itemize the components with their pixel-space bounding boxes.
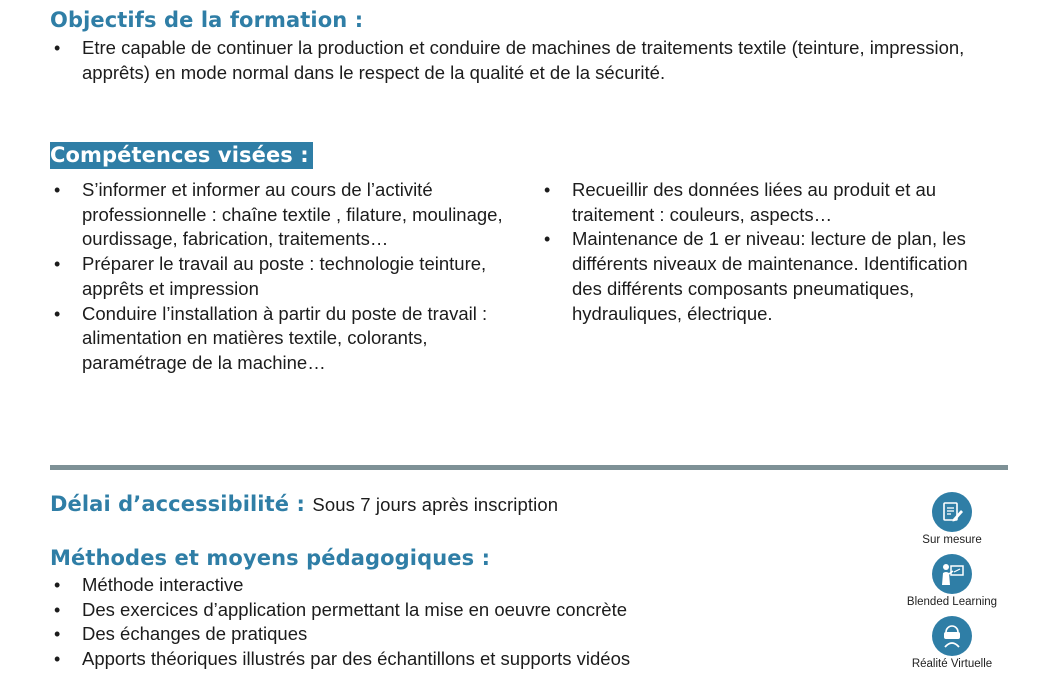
objectifs-title: Objectifs de la formation :: [50, 8, 364, 32]
badge-label: Blended Learning: [906, 596, 998, 608]
list-item: • S’informer et informer au cours de l’activité professionnelle : chaîne textile , filature, moulinage, ourdissage, fabrication, traitements…: [50, 178, 512, 252]
delai-heading: [50, 492, 558, 516]
list-item: • Maintenance de 1 er niveau: lecture de plan, les différents niveaux de maintenance. Identification des différents composants pneumatiques, hydrauliques, électrique.: [540, 227, 1000, 326]
objectifs-list: [50, 36, 1010, 85]
competences-title: [50, 143, 313, 167]
delai-title: Délai d’accessibilité :: [50, 492, 305, 516]
list-item: • Des échanges de pratiques: [50, 622, 890, 647]
competences-right-list: [540, 178, 1000, 326]
presenter-board-icon: [932, 554, 972, 594]
competences-left-list: [50, 178, 512, 376]
list-item: • Apports théoriques illustrés par des échantillons et supports vidéos: [50, 647, 890, 672]
vr-headset-icon: [932, 616, 972, 656]
section-divider: [50, 465, 1008, 470]
delai-value: Sous 7 jours après inscription: [312, 494, 559, 515]
badge-realite-virtuelle: [897, 616, 1007, 670]
list-item: • Recueillir des données liées au produit et au traitement : couleurs, aspects…: [540, 178, 1000, 227]
badge-blended-learning: [897, 554, 1007, 608]
list-item: • Préparer le travail au poste : technologie teinture, apprêts et impression: [50, 252, 512, 301]
methodes-title: Méthodes et moyens pédagogiques :: [50, 546, 491, 570]
badge-label: Réalité Virtuelle: [911, 658, 993, 670]
list-item: • Conduire l’installation à partir du poste de travail : alimentation en matières textile, colorants, paramétrage de la machine…: [50, 302, 512, 376]
list-item: • Des exercices d’application permettant la mise en oeuvre concrète: [50, 598, 890, 623]
competences-title-highlight: Compétences visées :: [50, 142, 313, 169]
pencil-document-icon: [932, 492, 972, 532]
badge-label: Sur mesure: [922, 534, 982, 546]
list-item: • Méthode interactive: [50, 573, 890, 598]
badge-sur-mesure: [897, 492, 1007, 546]
methodes-list: [50, 573, 890, 672]
list-item: • Etre capable de continuer la production et conduire de machines de traitements textile (teinture, impression, apprêts) en mode normal dans le respect de la qualité et de la sécurité.: [50, 36, 1010, 85]
